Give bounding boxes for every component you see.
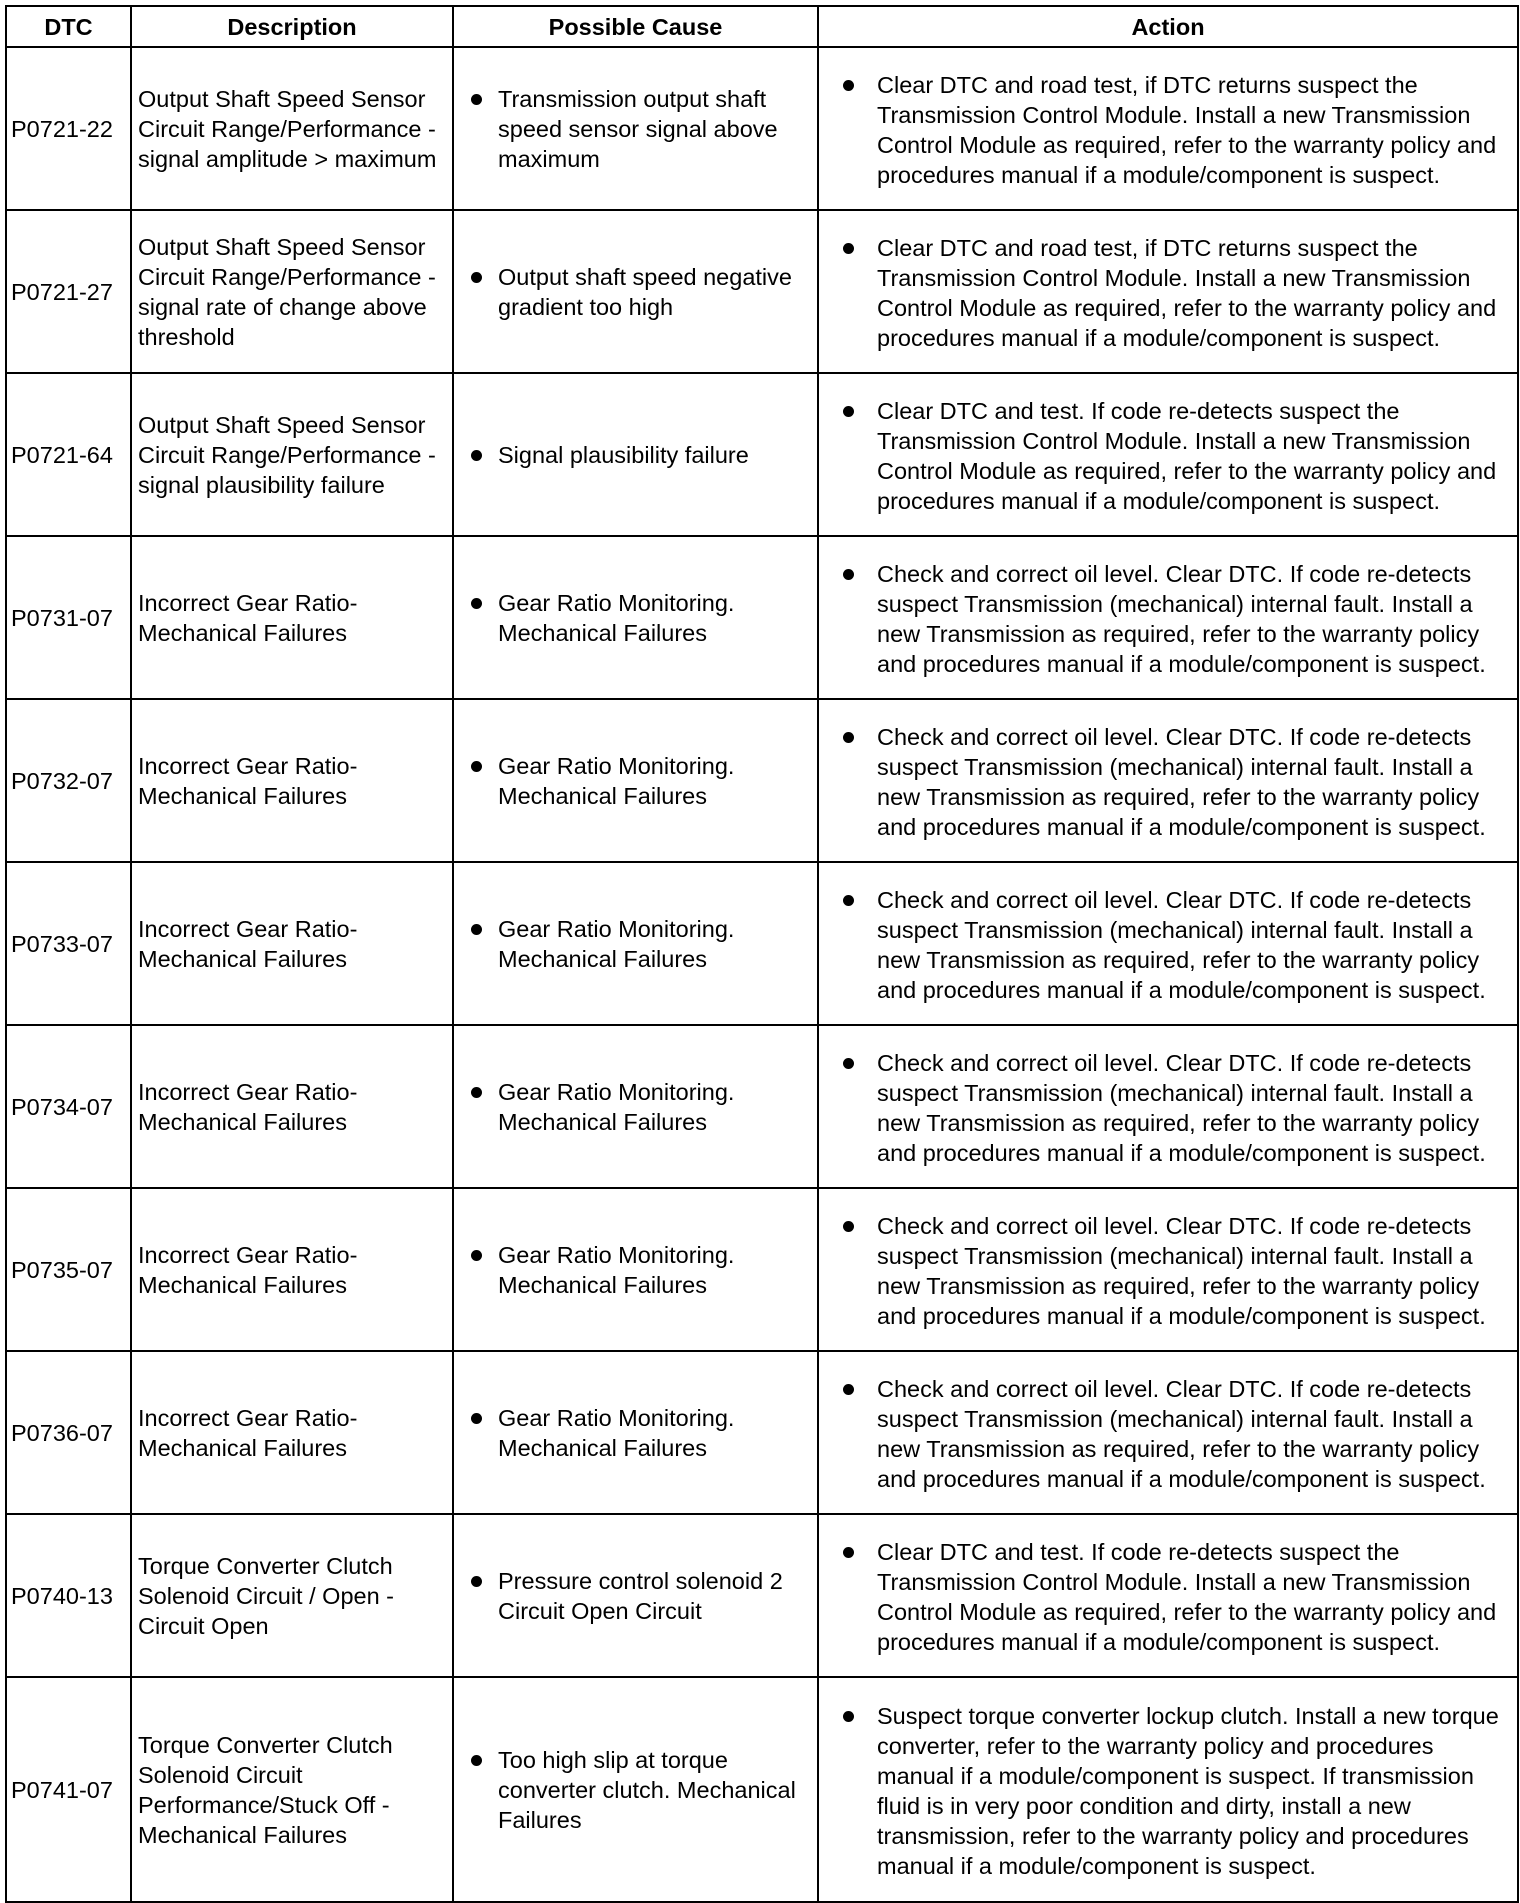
cause-cell — [453, 210, 818, 373]
dtc-table — [5, 5, 1519, 1903]
cause-cell — [453, 1351, 818, 1514]
description-cell: Output Shaft Speed Sensor Circuit Range/Performance - signal plausibility failure — [131, 373, 453, 536]
cause-text: Gear Ratio Monitoring. Mechanical Failures — [498, 589, 735, 646]
dtc-code: P0731-07 — [6, 536, 131, 699]
table-row — [6, 373, 1518, 536]
description-cell: Incorrect Gear Ratio-Mechanical Failures — [131, 536, 453, 699]
bullet-icon — [454, 440, 498, 461]
bullet-icon — [454, 84, 498, 105]
table-row — [6, 1188, 1518, 1351]
cause-text: Transmission output shaft speed sensor signal above maximum — [498, 85, 778, 172]
action-cell — [818, 1677, 1518, 1902]
action-cell — [818, 862, 1518, 1025]
cause-cell — [453, 862, 818, 1025]
table-row — [6, 47, 1518, 210]
dtc-code: P0740-13 — [6, 1514, 131, 1677]
action-cell — [818, 1188, 1518, 1351]
bullet-icon — [454, 914, 498, 935]
action-text: Clear DTC and road test, if DTC returns suspect the Transmission Control Module. Install a new Transmission Control Module as required, refer to the warranty policy and procedures manual if a module/component is suspect. — [877, 234, 1497, 351]
description-cell: Incorrect Gear Ratio-Mechanical Failures — [131, 699, 453, 862]
header-possible-cause: Possible Cause — [453, 6, 818, 47]
action-text: Clear DTC and test. If code re-detects suspect the Transmission Control Module. Install a new Transmission Control Module as required, refer to the warranty policy and procedures manual if a module/component is suspect. — [877, 397, 1497, 514]
cause-cell — [453, 373, 818, 536]
action-text: Clear DTC and test. If code re-detects suspect the Transmission Control Module. Install a new Transmission Control Module as required, refer to the warranty policy and procedures manual if a module/component is suspect. — [877, 1538, 1497, 1655]
header-dtc: DTC — [6, 6, 131, 47]
cause-cell — [453, 1514, 818, 1677]
cause-cell — [453, 1188, 818, 1351]
bullet-icon — [819, 70, 877, 91]
action-cell — [818, 373, 1518, 536]
dtc-code: P0721-64 — [6, 373, 131, 536]
cause-text: Gear Ratio Monitoring. Mechanical Failures — [498, 1404, 735, 1461]
bullet-icon — [819, 1374, 877, 1395]
bullet-icon — [454, 588, 498, 609]
table-row — [6, 699, 1518, 862]
action-text: Check and correct oil level. Clear DTC. If code re-detects suspect Transmission (mechanical) internal fault. Install a new Transmission as required, refer to the warranty policy and procedures manual if a module/component is suspect. — [877, 560, 1486, 677]
action-text: Clear DTC and road test, if DTC returns suspect the Transmission Control Module. Install a new Transmission Control Module as required, refer to the warranty policy and procedures manual if a module/component is suspect. — [877, 71, 1497, 188]
action-cell — [818, 536, 1518, 699]
bullet-icon — [819, 885, 877, 906]
table-row — [6, 1514, 1518, 1677]
action-text: Check and correct oil level. Clear DTC. If code re-detects suspect Transmission (mechanical) internal fault. Install a new Transmission as required, refer to the warranty policy and procedures manual if a module/component is suspect. — [877, 1375, 1486, 1492]
action-text: Check and correct oil level. Clear DTC. If code re-detects suspect Transmission (mechanical) internal fault. Install a new Transmission as required, refer to the warranty policy and procedures manual if a module/component is suspect. — [877, 886, 1486, 1003]
table-row — [6, 1025, 1518, 1188]
table-row — [6, 1677, 1518, 1902]
table-row — [6, 210, 1518, 373]
action-cell — [818, 47, 1518, 210]
description-cell: Output Shaft Speed Sensor Circuit Range/Performance - signal amplitude > maximum — [131, 47, 453, 210]
bullet-icon — [819, 1537, 877, 1558]
cause-cell — [453, 47, 818, 210]
dtc-code: P0721-27 — [6, 210, 131, 373]
cause-text: Gear Ratio Monitoring. Mechanical Failures — [498, 915, 735, 972]
description-cell: Output Shaft Speed Sensor Circuit Range/Performance - signal rate of change above threshold — [131, 210, 453, 373]
table-row — [6, 536, 1518, 699]
table-row — [6, 862, 1518, 1025]
bullet-icon — [819, 1701, 877, 1722]
cause-text: Gear Ratio Monitoring. Mechanical Failures — [498, 1241, 735, 1298]
header-description: Description — [131, 6, 453, 47]
bullet-icon — [819, 233, 877, 254]
header-action: Action — [818, 6, 1518, 47]
bullet-icon — [454, 751, 498, 772]
cause-cell — [453, 536, 818, 699]
dtc-code: P0741-07 — [6, 1677, 131, 1902]
bullet-icon — [454, 1403, 498, 1424]
cause-cell — [453, 1025, 818, 1188]
bullet-icon — [454, 1745, 498, 1766]
bullet-icon — [819, 722, 877, 743]
description-cell: Incorrect Gear Ratio-Mechanical Failures — [131, 1351, 453, 1514]
action-text: Check and correct oil level. Clear DTC. If code re-detects suspect Transmission (mechanical) internal fault. Install a new Transmission as required, refer to the warranty policy and procedures manual if a module/component is suspect. — [877, 1212, 1486, 1329]
cause-text: Gear Ratio Monitoring. Mechanical Failures — [498, 752, 735, 809]
action-cell — [818, 210, 1518, 373]
bullet-icon — [454, 1566, 498, 1587]
cause-text: Signal plausibility failure — [498, 441, 749, 468]
cause-cell — [453, 1677, 818, 1902]
bullet-icon — [819, 396, 877, 417]
dtc-code: P0736-07 — [6, 1351, 131, 1514]
action-cell — [818, 1351, 1518, 1514]
bullet-icon — [454, 262, 498, 283]
cause-text: Output shaft speed negative gradient too high — [498, 263, 792, 320]
dtc-code: P0734-07 — [6, 1025, 131, 1188]
bullet-icon — [819, 559, 877, 580]
bullet-icon — [454, 1240, 498, 1261]
action-text: Suspect torque converter lockup clutch. Install a new torque converter, refer to the warranty policy and procedures manual if a module/component is suspect. If transmission fluid is in very poor condition and dirty, install a new transmission, refer to the warranty policy and procedures manual if a module/component is suspect. — [877, 1702, 1499, 1879]
header-row — [6, 6, 1518, 47]
table-body — [6, 47, 1518, 1902]
description-cell: Incorrect Gear Ratio-Mechanical Failures — [131, 1188, 453, 1351]
description-cell: Torque Converter Clutch Solenoid Circuit / Open - Circuit Open — [131, 1514, 453, 1677]
bullet-icon — [819, 1048, 877, 1069]
cause-text: Pressure control solenoid 2 Circuit Open Circuit — [498, 1567, 783, 1624]
dtc-code: P0732-07 — [6, 699, 131, 862]
dtc-code: P0735-07 — [6, 1188, 131, 1351]
bullet-icon — [819, 1211, 877, 1232]
cause-text: Gear Ratio Monitoring. Mechanical Failures — [498, 1078, 735, 1135]
bullet-icon — [454, 1077, 498, 1098]
cause-text: Too high slip at torque converter clutch. Mechanical Failures — [498, 1746, 796, 1833]
dtc-code: P0733-07 — [6, 862, 131, 1025]
action-cell — [818, 1025, 1518, 1188]
description-cell: Incorrect Gear Ratio-Mechanical Failures — [131, 862, 453, 1025]
dtc-code: P0721-22 — [6, 47, 131, 210]
document-page — [5, 5, 1517, 1903]
table-row — [6, 1351, 1518, 1514]
action-cell — [818, 1514, 1518, 1677]
description-cell: Incorrect Gear Ratio-Mechanical Failures — [131, 1025, 453, 1188]
table-header — [6, 6, 1518, 47]
action-cell — [818, 699, 1518, 862]
cause-cell — [453, 699, 818, 862]
action-text: Check and correct oil level. Clear DTC. If code re-detects suspect Transmission (mechanical) internal fault. Install a new Transmission as required, refer to the warranty policy and procedures manual if a module/component is suspect. — [877, 1049, 1486, 1166]
description-cell: Torque Converter Clutch Solenoid Circuit Performance/Stuck Off - Mechanical Failures — [131, 1677, 453, 1902]
action-text: Check and correct oil level. Clear DTC. If code re-detects suspect Transmission (mechanical) internal fault. Install a new Transmission as required, refer to the warranty policy and procedures manual if a module/component is suspect. — [877, 723, 1486, 840]
